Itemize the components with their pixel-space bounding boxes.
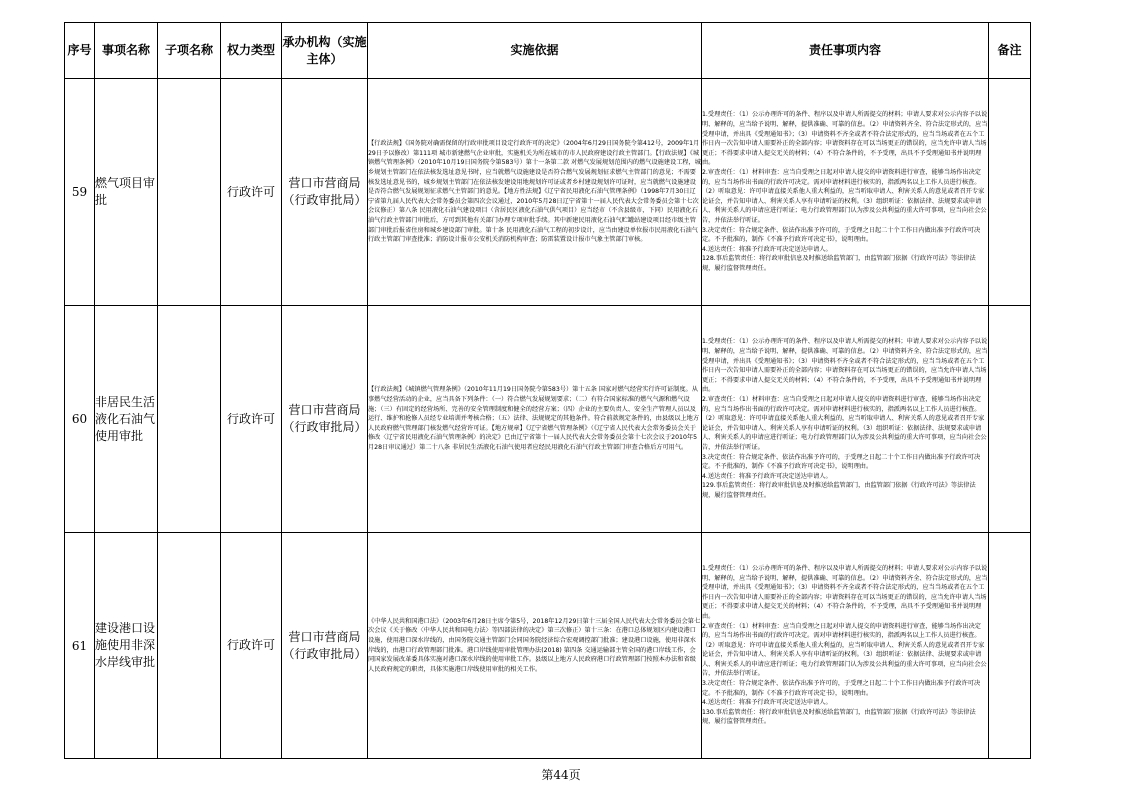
duty-supervise: 130.事后监管责任：将行政审批信息及时推送给监管部门，由监管部门依据《行政许可法》等法律法规，履行监督管理责任。 [702, 708, 976, 726]
row-agency: 营口市营商局（行政审批局） [282, 533, 368, 759]
row-seq: 61 [65, 533, 95, 759]
header-basis: 实施依据 [368, 23, 702, 79]
table-row [65, 306, 1031, 533]
row-basis: 《中华人民共和国港口法》（2003年6月28日主席令第5号，2018年12月29日第十三届全国人民代表大会常务委员会第七次会议《关于修改〈中华人民共和国电力法〉等四部法律的决定》第三次修正）第十三条：在港口总体规划区内建设港口设施，使用港口深水岸线的，由国务院交通主管部门会同国务院经济综合宏观调控部门批准；建设港口设施，使用非深水岸线的，由港口行政管理部门批准。港口岸线使用审批管理办法(2018) 第四条 交通运输部主管全国的港口岸线工作，会同国家发展改革委具体实施对港口深水岸线的使用审批工作。县级以上地方人民政府港口行政管理部门按照本办法和省级人民政府规定的职责，具体实施港口岸线使用审批的相关工作。 [368, 533, 702, 759]
duty-accept: 1.受理责任：（1）公示办理许可的条件、程序以及申请人所需提交的材料；申请人要求对公示内容予以说明、解释的，应当给予说明、解释，提供准确、可靠的信息。（2）申请资料齐全、符合法定形式的，应当受理申请，并出具《受理通知书》；（3）申请资料不齐全或者不符合法定形式的，应当当场或者在五个工作日内一次告知申请人需要补正的全部内容；申请资料存在可以当场更正的错误的，应当允许申请人当场更正；不得要求申请人提交无关的材料；（4）不符合条件的，不予受理，出具不予受理通知书并说明理由。 [702, 338, 988, 394]
row-agency: 营口市营商局（行政审批局） [282, 306, 368, 533]
row-item-name: 燃气项目审批 [95, 79, 158, 306]
header-seq: 序号 [65, 23, 95, 79]
row-duties [702, 79, 989, 306]
row-seq: 60 [65, 306, 95, 533]
header-item-name: 事项名称 [95, 23, 158, 79]
header-remarks: 备注 [989, 23, 1031, 79]
row-item-name: 非居民生活液化石油气使用审批 [95, 306, 158, 533]
row-remarks [989, 533, 1031, 759]
duty-decide: 3.决定责任：符合规定条件、依法作出准予许可的，于受理之日起二十个工作日内做出准予行政许可决定。不予批准的，制作《不准予行政许可决定书》，说明理由。 [702, 226, 981, 244]
row-power-type: 行政许可 [221, 79, 282, 306]
row-duties [702, 306, 989, 533]
duty-review: 2.审查责任：（1）材料审查：应当自受理之日起对申请人提交的申请资料进行审查，能够当场作出决定的，应当当场作出书面的行政许可决定。需对申请材料进行核实的，指派两名以上工作人员进行核查。（2）听取意见：许可申请直接关系他人重大利益的，应当听取申请人、利害关系人的意见或者召开专家论证会，并告知申请人、利害关系人享有申请听证的权利。（3）组织听证：依据法律、法规要求或申请人、利害关系人的申请应进行听证；电力行政管理部门认为涉及公共利益的重大许可事项，应当向社会公告，并依法举行听证。 [702, 169, 987, 224]
row-duties [702, 533, 989, 759]
row-agency: 营口市营商局（行政审批局） [282, 79, 368, 306]
row-sub-item [158, 79, 221, 306]
power-list-table [64, 22, 1031, 759]
duty-deliver: 4.送达责任：将准予行政许可决定送达申请人。 [702, 699, 832, 707]
duty-decide: 3.决定责任：符合规定条件、依法作出准予许可的，于受理之日起二十个工作日内做出准予行政许可决定。不予批准的，制作《不准予行政许可决定书》，说明理由。 [702, 680, 981, 697]
row-basis: 【行政法规】《城镇燃气管理条例》（2010年11月19日国务院令第583号）第十五条 国家对燃气经营实行许可证制度。从事燃气经营活动的企业，应当具备下列条件：（一）符合燃气发展规划要求；（二）有符合国家标准的燃气气源和燃气设施；（三）有固定的经营场所、完善的安全管理制度和健全的经营方案；（四）企业的主要负责人、安全生产管理人员以及运行、维护和抢修人员经专业培训并考核合格；（五）法律、法规规定的其他条件。符合前款规定条件的，由县级以上地方人民政府燃气管理部门核发燃气经营许可证。【地方规章】《辽宁省燃气管理条例》（《辽宁省人民代表大会常务委员会关于修改〈辽宁省民用液化石油气管理条例〉的决定》已由辽宁省第十一届人民代表大会常务委员会第十七次会议于2010年5月28日审议通过）第二十八条 非居民生活液化石油气使用者应经民用液化石油气行政主管部门审查合格后方可用气。 [368, 306, 702, 533]
header-row [65, 23, 1031, 79]
header-sub-item: 子项名称 [158, 23, 221, 79]
row-item-name: 建设港口设施使用非深水岸线审批 [95, 533, 158, 759]
table-row [65, 79, 1031, 306]
duty-supervise: 129.事后监管责任：将行政审批信息及时推送给监管部门，由监管部门依据《行政许可法》等法律法规，履行监督管理责任。 [702, 482, 976, 499]
row-power-type: 行政许可 [221, 533, 282, 759]
duty-decide: 3.决定责任：符合规定条件、依法作出准予许可的，于受理之日起二十个工作日内做出准予行政许可决定。不予批准的，制作《不准予行政许可决定书》，说明理由。 [702, 453, 981, 471]
row-seq: 59 [65, 79, 95, 306]
header-power-type: 权力类型 [221, 23, 282, 79]
duty-supervise: 128.事后监管责任：将行政审批信息及时推送给监管部门，由监管部门依据《行政许可法》等法律法规，履行监督管理责任。 [702, 255, 976, 272]
row-remarks [989, 79, 1031, 306]
duty-review: 2.审查责任：（1）材料审查：应当自受理之日起对申请人提交的申请资料进行审查，能够当场作出决定的，应当当场作出书面的行政许可决定。需对申请材料进行核实的，指派两名以上工作人员进行核查。（2）听取意见：许可申请直接关系他人重大利益的，应当听取申请人、利害关系人的意见或者召开专家论证会，并告知申请人、利害关系人享有申请听证的权利。（3）组织听证：依据法律、法规要求或申请人、利害关系人的申请应进行听证；电力行政管理部门认为涉及公共利益的重大许可事项，应当向社会公告，并依法举行听证。 [702, 622, 987, 678]
page-number: 第44页 [541, 768, 581, 782]
duty-accept: 1.受理责任：（1）公示办理许可的条件、程序以及申请人所需提交的材料；申请人要求对公示内容予以说明、解释的，应当给予说明、解释，提供准确、可靠的信息。（2）申请资料齐全、符合法定形式的，应当受理申请，并出具《受理通知书》；（3）申请资料不齐全或者不符合法定形式的，应当当场或者在五个工作日内一次告知申请人需要补正的全部内容；申请资料存在可以当场更正的错误的，应当允许申请人当场更正；不得要求申请人提交无关的材料；（4）不符合条件的，不予受理，出具不予受理通知书并说明理由。 [702, 111, 988, 167]
row-basis: 【行政法规】《国务院对确需保留的行政审批项目设定行政许可的决定》（2004年6月29日国务院令第412号，2009年1月29日予以修改）第111项 城市新建燃气企业审批，实施机关为所在城市的市人民政府建设行政主管部门。【行政法规】《城镇燃气管理条例》（2010年10月19日国务院令第583号）第十一条第二款 对燃气发展规划范围内的燃气设施建设工程，城乡规划主管部门在依法核发选址意见书时，应当就燃气设施建设是否符合燃气发展规划征求燃气主管部门的意见；不需要核发选址意见书的，城乡规划主管部门在依法核发建设用地规划许可证或者乡村建设规划许可证时，应当就燃气设施建设是否符合燃气发展规划征求燃气主管部门的意见。【地方性法规】《辽宁省民用液化石油气管理条例》（1998年7月30日辽宁省第九届人民代表大会常务委员会第四次会议通过，2010年5月28日辽宁省第十一届人民代表大会常务委员会第十七次会议修正）第八条 民用液化石油气建设项目（含居民区液化石油气供气项目）应当经市（不含县级市，下同）民用液化石油气行政主管部门审批后，方可到其他有关部门办理专项审批手续。其中新建民用液化石油气贮罐站建设项目经市级主管部门审批后报省住房和城乡建设部门审批。第十条 民用液化石油气工程的初步设计，应当由建设单位报市民用液化石油气行政主管部门审查批准；消防设计报市公安机关消防机构审查；防雷装置设计报市气象主管部门审核。 [368, 79, 702, 306]
duty-accept: 1.受理责任：（1）公示办理许可的条件、程序以及申请人所需提交的材料；申请人要求对公示内容予以说明、解释的，应当给予说明、解释，提供准确、可靠的信息。（2）申请资料齐全、符合法定形式的，应当受理申请，并出具《受理通知书》；（3）申请资料不齐全或者不符合法定形式的，应当当场或者在五个工作日内一次告知申请人需要补正的全部内容；申请资料存在可以当场更正的错误的，应当允许申请人当场更正；不得要求申请人提交无关的材料；（4）不符合条件的，不予受理，出具不予受理通知书并说明理由。 [702, 564, 988, 620]
duty-review: 2.审查责任：（1）材料审查：应当自受理之日起对申请人提交的申请资料进行审查，能够当场作出决定的，应当当场作出书面的行政许可决定。需对申请材料进行核实的，指派两名以上工作人员进行核查。（2）听取意见：许可申请直接关系他人重大利益的，应当听取申请人、利害关系人的意见或者召开专家论证会，并告知申请人、利害关系人享有申请听证的权利。（3）组织听证：依据法律、法规要求或申请人、利害关系人的申请应进行听证；电力行政管理部门认为涉及公共利益的重大许可事项，应当向社会公告，并依法举行听证。 [702, 396, 987, 451]
row-sub-item [158, 306, 221, 533]
header-duties: 责任事项内容 [702, 23, 989, 79]
row-sub-item [158, 533, 221, 759]
header-agency: 承办机构（实施主体） [282, 23, 368, 79]
row-remarks [989, 306, 1031, 533]
duty-deliver: 4.送达责任：将准予行政许可决定送达申请人。 [702, 245, 832, 253]
row-power-type: 行政许可 [221, 306, 282, 533]
duty-deliver: 4.送达责任：将准予行政许可决定送达申请人。 [702, 472, 832, 480]
table-row [65, 533, 1031, 759]
